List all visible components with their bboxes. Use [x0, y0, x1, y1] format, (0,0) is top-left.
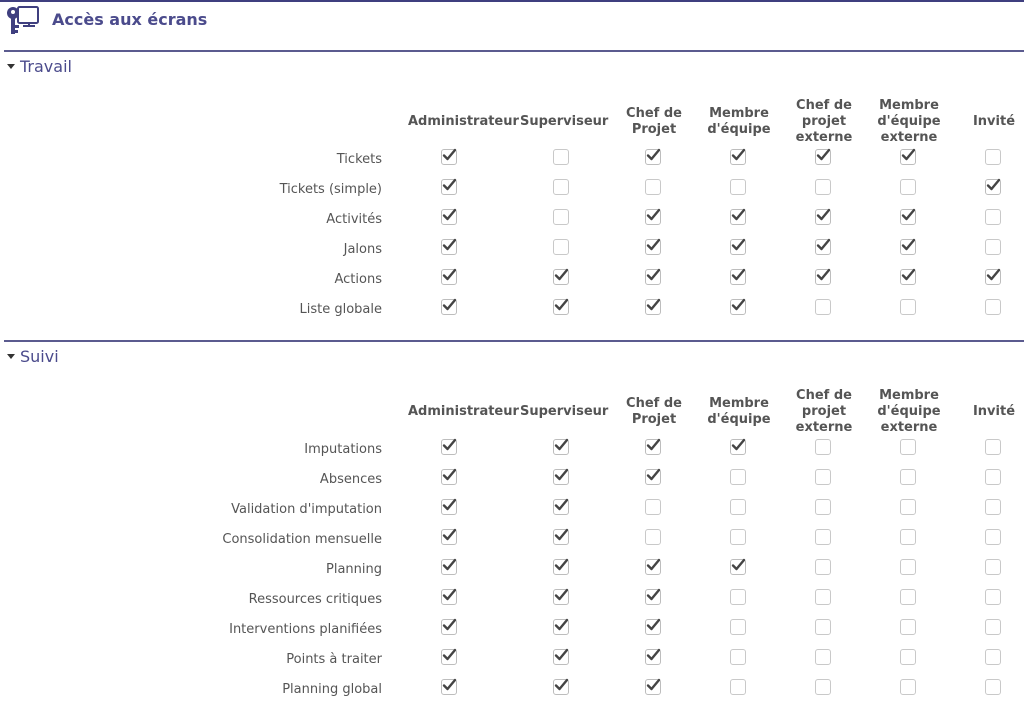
checkbox-consolidation-mensuelle-chef-de-projet[interactable]	[645, 529, 661, 545]
checkbox-tickets-superviseur[interactable]	[553, 149, 569, 165]
checkmark-icon	[553, 557, 569, 573]
column-header-invite: Invité	[972, 114, 1016, 129]
checkbox-actions-superviseur[interactable]	[553, 269, 569, 285]
checkmark-icon	[645, 587, 661, 603]
checkbox-validation-d-imputation-chef-de-projet[interactable]	[645, 499, 661, 515]
checkbox-consolidation-mensuelle-invite[interactable]	[985, 529, 1001, 545]
checkmark-icon	[441, 297, 457, 313]
checkbox-validation-d-imputation-membre-d-equipe[interactable]	[730, 499, 746, 515]
checkbox-imputations-invite[interactable]	[985, 439, 1001, 455]
collapse-caret-icon	[7, 354, 15, 359]
row-label-actions: Actions	[334, 272, 382, 287]
row-label-ressources-critiques: Ressources critiques	[248, 592, 382, 607]
checkbox-jalons-invite[interactable]	[985, 239, 1001, 255]
column-header-chef-de-projet: Chef de Projet	[626, 396, 682, 427]
checkbox-jalons-chef-de-projet-externe[interactable]	[815, 239, 831, 255]
checkbox-planning-global-chef-de-projet[interactable]	[645, 679, 661, 695]
checkbox-ressources-critiques-chef-de-projet-externe[interactable]	[815, 589, 831, 605]
section-suivi	[4, 340, 1024, 721]
checkbox-interventions-planifiees-administrateur[interactable]	[441, 619, 457, 635]
checkbox-planning-membre-d-equipe[interactable]	[730, 559, 746, 575]
checkbox-validation-d-imputation-superviseur[interactable]	[553, 499, 569, 515]
checkbox-tickets-membre-d-equipe-externe[interactable]	[900, 149, 916, 165]
checkbox-imputations-membre-d-equipe[interactable]	[730, 439, 746, 455]
checkbox-activites-membre-d-equipe[interactable]	[730, 209, 746, 225]
checkbox-imputations-membre-d-equipe-externe[interactable]	[900, 439, 916, 455]
checkmark-icon	[441, 207, 457, 223]
checkbox-liste-globale-membre-d-equipe-externe[interactable]	[900, 299, 916, 315]
checkmark-icon	[553, 467, 569, 483]
checkmark-icon	[730, 297, 746, 313]
checkbox-activites-superviseur[interactable]	[553, 209, 569, 225]
section-toggle-suivi[interactable]	[7, 347, 59, 366]
checkmark-icon	[553, 267, 569, 283]
checkbox-activites-administrateur[interactable]	[441, 209, 457, 225]
checkmark-icon	[645, 437, 661, 453]
row-label-jalons: Jalons	[343, 242, 382, 257]
checkbox-absences-chef-de-projet[interactable]	[645, 469, 661, 485]
checkmark-icon	[553, 617, 569, 633]
checkmark-icon	[645, 647, 661, 663]
checkmark-icon	[730, 147, 746, 163]
checkbox-tickets-simple-administrateur[interactable]	[441, 179, 457, 195]
page-title: Accès aux écrans	[52, 10, 208, 29]
row-label-liste-globale: Liste globale	[299, 302, 382, 317]
checkbox-points-a-traiter-invite[interactable]	[985, 649, 1001, 665]
checkmark-icon	[730, 267, 746, 283]
checkbox-interventions-planifiees-invite[interactable]	[985, 619, 1001, 635]
checkmark-icon	[645, 267, 661, 283]
checkbox-actions-membre-d-equipe[interactable]	[730, 269, 746, 285]
checkmark-icon	[441, 527, 457, 543]
checkbox-tickets-administrateur[interactable]	[441, 149, 457, 165]
checkbox-points-a-traiter-chef-de-projet-externe[interactable]	[815, 649, 831, 665]
checkbox-liste-globale-superviseur[interactable]	[553, 299, 569, 315]
section-toggle-travail[interactable]	[7, 57, 72, 76]
checkmark-icon	[553, 587, 569, 603]
checkbox-imputations-chef-de-projet[interactable]	[645, 439, 661, 455]
checkmark-icon	[645, 467, 661, 483]
checkbox-absences-superviseur[interactable]	[553, 469, 569, 485]
checkbox-actions-invite[interactable]	[985, 269, 1001, 285]
checkmark-icon	[441, 267, 457, 283]
row-label-tickets-simple: Tickets (simple)	[279, 182, 382, 197]
checkmark-icon	[441, 647, 457, 663]
checkmark-icon	[441, 587, 457, 603]
checkbox-tickets-chef-de-projet-externe[interactable]	[815, 149, 831, 165]
checkbox-consolidation-mensuelle-chef-de-projet-externe[interactable]	[815, 529, 831, 545]
checkbox-liste-globale-invite[interactable]	[985, 299, 1001, 315]
checkmark-icon	[730, 557, 746, 573]
row-label-points-a-traiter: Points à traiter	[286, 652, 382, 667]
section-title: Travail	[20, 57, 72, 76]
checkmark-icon	[900, 207, 916, 223]
checkmark-icon	[645, 557, 661, 573]
checkmark-icon	[985, 177, 1001, 193]
column-header-membre-d-equipe: Membre d'équipe	[707, 396, 771, 427]
checkbox-tickets-invite[interactable]	[985, 149, 1001, 165]
collapse-caret-icon	[7, 64, 15, 69]
column-header-administrateur: Administrateur	[408, 114, 519, 129]
column-header-membre-d-equipe: Membre d'équipe	[707, 106, 771, 137]
checkbox-tickets-chef-de-projet[interactable]	[645, 149, 661, 165]
checkbox-activites-chef-de-projet-externe[interactable]	[815, 209, 831, 225]
checkmark-icon	[985, 267, 1001, 283]
checkbox-consolidation-mensuelle-membre-d-equipe[interactable]	[730, 529, 746, 545]
checkbox-planning-global-administrateur[interactable]	[441, 679, 457, 695]
row-label-consolidation-mensuelle: Consolidation mensuelle	[222, 532, 382, 547]
checkbox-ressources-critiques-chef-de-projet[interactable]	[645, 589, 661, 605]
checkmark-icon	[441, 617, 457, 633]
column-header-superviseur: Superviseur	[520, 404, 609, 419]
checkmark-icon	[645, 147, 661, 163]
checkbox-interventions-planifiees-membre-d-equipe[interactable]	[730, 619, 746, 635]
checkmark-icon	[441, 467, 457, 483]
row-label-planning-global: Planning global	[282, 682, 382, 697]
checkbox-planning-superviseur[interactable]	[553, 559, 569, 575]
checkbox-validation-d-imputation-invite[interactable]	[985, 499, 1001, 515]
checkbox-absences-membre-d-equipe[interactable]	[730, 469, 746, 485]
checkbox-consolidation-mensuelle-membre-d-equipe-externe[interactable]	[900, 529, 916, 545]
checkbox-interventions-planifiees-chef-de-projet[interactable]	[645, 619, 661, 635]
checkbox-ressources-critiques-invite[interactable]	[985, 589, 1001, 605]
checkbox-points-a-traiter-membre-d-equipe[interactable]	[730, 649, 746, 665]
checkmark-icon	[645, 237, 661, 253]
checkmark-icon	[900, 147, 916, 163]
checkbox-actions-membre-d-equipe-externe[interactable]	[900, 269, 916, 285]
column-header-chef-de-projet-externe: Chef de projet externe	[795, 388, 853, 435]
checkbox-tickets-simple-chef-de-projet-externe[interactable]	[815, 179, 831, 195]
checkbox-planning-global-membre-d-equipe[interactable]	[730, 679, 746, 695]
checkbox-activites-chef-de-projet[interactable]	[645, 209, 661, 225]
checkmark-icon	[730, 207, 746, 223]
checkbox-validation-d-imputation-chef-de-projet-externe[interactable]	[815, 499, 831, 515]
checkmark-icon	[730, 437, 746, 453]
checkbox-planning-global-invite[interactable]	[985, 679, 1001, 695]
key-computer-icon	[5, 4, 41, 36]
checkbox-absences-administrateur[interactable]	[441, 469, 457, 485]
checkmark-icon	[441, 677, 457, 693]
checkbox-activites-membre-d-equipe-externe[interactable]	[900, 209, 916, 225]
checkmark-icon	[900, 237, 916, 253]
checkmark-icon	[553, 497, 569, 513]
column-header-chef-de-projet-externe: Chef de projet externe	[795, 98, 853, 145]
checkmark-icon	[815, 237, 831, 253]
checkmark-icon	[645, 677, 661, 693]
row-label-validation-d-imputation: Validation d'imputation	[231, 502, 382, 517]
checkmark-icon	[730, 237, 746, 253]
row-label-planning: Planning	[326, 562, 382, 577]
section-title: Suivi	[20, 347, 59, 366]
checkbox-imputations-chef-de-projet-externe[interactable]	[815, 439, 831, 455]
checkbox-absences-chef-de-projet-externe[interactable]	[815, 469, 831, 485]
checkbox-actions-chef-de-projet-externe[interactable]	[815, 269, 831, 285]
checkbox-interventions-planifiees-chef-de-projet-externe[interactable]	[815, 619, 831, 635]
row-label-imputations: Imputations	[304, 442, 382, 457]
checkmark-icon	[553, 297, 569, 313]
checkmark-icon	[645, 617, 661, 633]
row-label-activites: Activités	[326, 212, 382, 227]
checkbox-ressources-critiques-membre-d-equipe-externe[interactable]	[900, 589, 916, 605]
checkbox-validation-d-imputation-membre-d-equipe-externe[interactable]	[900, 499, 916, 515]
checkbox-liste-globale-membre-d-equipe[interactable]	[730, 299, 746, 315]
checkbox-tickets-membre-d-equipe[interactable]	[730, 149, 746, 165]
section-travail	[4, 50, 1024, 341]
checkmark-icon	[900, 267, 916, 283]
checkbox-planning-chef-de-projet-externe[interactable]	[815, 559, 831, 575]
column-header-superviseur: Superviseur	[520, 114, 609, 129]
checkbox-consolidation-mensuelle-administrateur[interactable]	[441, 529, 457, 545]
checkbox-tickets-simple-superviseur[interactable]	[553, 179, 569, 195]
checkbox-imputations-administrateur[interactable]	[441, 439, 457, 455]
checkbox-absences-membre-d-equipe-externe[interactable]	[900, 469, 916, 485]
checkmark-icon	[815, 207, 831, 223]
checkbox-tickets-simple-membre-d-equipe-externe[interactable]	[900, 179, 916, 195]
checkmark-icon	[553, 677, 569, 693]
checkmark-icon	[441, 437, 457, 453]
checkbox-points-a-traiter-membre-d-equipe-externe[interactable]	[900, 649, 916, 665]
column-header-chef-de-projet: Chef de Projet	[626, 106, 682, 137]
checkmark-icon	[815, 267, 831, 283]
checkmark-icon	[441, 147, 457, 163]
checkmark-icon	[645, 207, 661, 223]
column-header-administrateur: Administrateur	[408, 404, 519, 419]
checkbox-validation-d-imputation-administrateur[interactable]	[441, 499, 457, 515]
checkbox-interventions-planifiees-membre-d-equipe-externe[interactable]	[900, 619, 916, 635]
checkbox-jalons-membre-d-equipe-externe[interactable]	[900, 239, 916, 255]
checkbox-jalons-superviseur[interactable]	[553, 239, 569, 255]
checkbox-planning-global-chef-de-projet-externe[interactable]	[815, 679, 831, 695]
checkbox-planning-membre-d-equipe-externe[interactable]	[900, 559, 916, 575]
checkmark-icon	[441, 237, 457, 253]
checkbox-liste-globale-chef-de-projet-externe[interactable]	[815, 299, 831, 315]
checkbox-points-a-traiter-chef-de-projet[interactable]	[645, 649, 661, 665]
checkmark-icon	[441, 177, 457, 193]
page-header	[0, 0, 1024, 36]
checkbox-liste-globale-chef-de-projet[interactable]	[645, 299, 661, 315]
row-label-absences: Absences	[319, 472, 382, 487]
checkbox-planning-administrateur[interactable]	[441, 559, 457, 575]
checkbox-planning-global-membre-d-equipe-externe[interactable]	[900, 679, 916, 695]
checkbox-planning-global-superviseur[interactable]	[553, 679, 569, 695]
checkmark-icon	[441, 557, 457, 573]
checkbox-tickets-simple-membre-d-equipe[interactable]	[730, 179, 746, 195]
checkmark-icon	[815, 147, 831, 163]
column-header-membre-d-equipe-externe: Membre d'équipe externe	[877, 388, 941, 435]
checkmark-icon	[553, 527, 569, 543]
checkmark-icon	[645, 297, 661, 313]
checkmark-icon	[553, 647, 569, 663]
checkbox-ressources-critiques-membre-d-equipe[interactable]	[730, 589, 746, 605]
checkbox-jalons-administrateur[interactable]	[441, 239, 457, 255]
row-label-interventions-planifiees: Interventions planifiées	[229, 622, 382, 637]
checkbox-jalons-membre-d-equipe[interactable]	[730, 239, 746, 255]
checkbox-actions-chef-de-projet[interactable]	[645, 269, 661, 285]
checkbox-actions-administrateur[interactable]	[441, 269, 457, 285]
column-header-invite: Invité	[972, 404, 1016, 419]
checkbox-interventions-planifiees-superviseur[interactable]	[553, 619, 569, 635]
checkbox-planning-chef-de-projet[interactable]	[645, 559, 661, 575]
checkbox-points-a-traiter-superviseur[interactable]	[553, 649, 569, 665]
checkmark-icon	[441, 497, 457, 513]
column-header-membre-d-equipe-externe: Membre d'équipe externe	[877, 98, 941, 145]
checkbox-tickets-simple-invite[interactable]	[985, 179, 1001, 195]
checkbox-ressources-critiques-administrateur[interactable]	[441, 589, 457, 605]
checkbox-liste-globale-administrateur[interactable]	[441, 299, 457, 315]
checkbox-tickets-simple-chef-de-projet[interactable]	[645, 179, 661, 195]
checkbox-jalons-chef-de-projet[interactable]	[645, 239, 661, 255]
checkbox-planning-invite[interactable]	[985, 559, 1001, 575]
checkbox-absences-invite[interactable]	[985, 469, 1001, 485]
checkbox-imputations-superviseur[interactable]	[553, 439, 569, 455]
checkbox-points-a-traiter-administrateur[interactable]	[441, 649, 457, 665]
row-label-tickets: Tickets	[336, 152, 382, 167]
checkbox-ressources-critiques-superviseur[interactable]	[553, 589, 569, 605]
checkmark-icon	[553, 437, 569, 453]
checkbox-activites-invite[interactable]	[985, 209, 1001, 225]
checkbox-consolidation-mensuelle-superviseur[interactable]	[553, 529, 569, 545]
